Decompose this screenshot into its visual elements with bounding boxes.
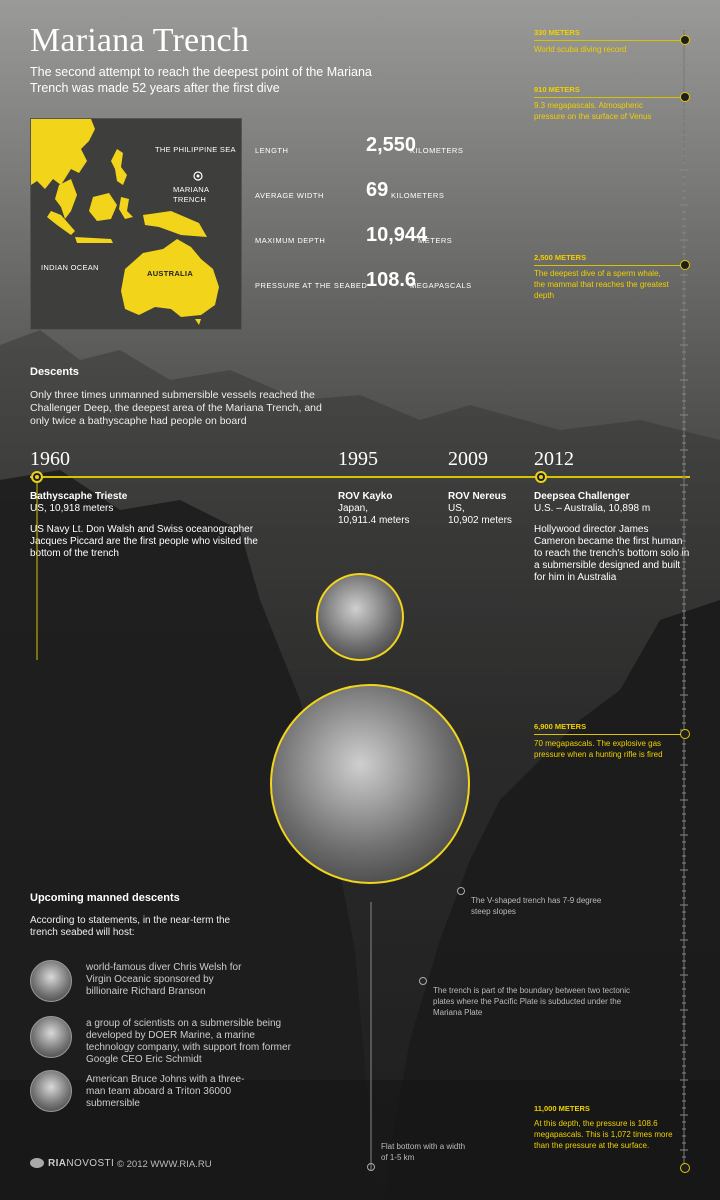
ria-logo-icon [30,1158,44,1168]
year-1995: 1995 [338,448,378,470]
upcoming-text-johns: American Bruce Johns with a three-man team aboard a Triton 36000 submersible [86,1074,245,1109]
upcoming-heading: Upcoming manned descents [30,892,180,904]
note-v-shape: The V-shaped trench has 7-9 degree steep slopes [471,896,602,916]
map-label-australia: AUSTRALIA [147,269,194,278]
depth-dot-6900 [680,729,690,739]
stat-label-length: LENGTH [255,146,289,155]
note-dot-v-shape [457,887,465,895]
depth-scale [680,30,688,1170]
map-label-mariana-trench: MARIANA TRENCH [173,185,210,204]
depth-dot-11000 [680,1163,690,1173]
depth-text-2500: The deepest dive of a sperm whale, the mammal that reaches the greatest depth [534,269,669,300]
page-title: Mariana Trench [30,22,250,59]
vessel-info-kayko: Japan, 10,911.4 meters [338,503,410,526]
depth-head-11000: 11,000 METERS [534,1104,590,1113]
vessel-info-nereus: US, 10,902 meters [448,503,512,526]
map-label-philippine-sea: THE PHILIPPINE SEA [155,145,236,154]
depth-dot-2500 [680,260,690,270]
note-flat-bottom: Flat bottom with a width of 1-5 km [381,1142,466,1162]
stat-unit-average-width: KILOMETERS [391,191,445,200]
stat-unit-maximum-depth: METERS [418,236,453,245]
depth-head-2500: 2,500 METERS [534,253,587,262]
depth-text-910: 9.3 megapascals. Atmospheric pressure on the surface of Venus [534,101,652,121]
avatar-chris-welsh [30,960,72,1002]
vessel-note-trieste: US Navy Lt. Don Walsh and Swiss oceanographer Jacques Piccard are the first people who visited the bottom of the trench [30,524,258,559]
photo-trieste-crew [270,684,470,884]
photo-james-cameron [316,573,404,661]
map-label-indian-ocean: INDIAN OCEAN [41,263,99,272]
vessel-name-kayko: ROV Kayko [338,491,393,502]
avatar-eric-schmidt [30,1016,72,1058]
depth-head-6900: 6,900 METERS [534,722,587,731]
year-2012: 2012 [534,448,574,470]
vessel-info-trieste: US, 10,918 meters [30,503,114,514]
stat-label-maximum-depth: MAXIMUM DEPTH [255,236,326,245]
depth-line-6900 [534,734,684,735]
page-subtitle: The second attempt to reach the deepest point of the Mariana Trench was made 52 years after the first dive [30,65,372,95]
descents-intro: Only three times unmanned submersible vessels reached the Challenger Deep, the deepest area of the Mariana Trench, and only twice a bathyscaphe had people on board [30,389,322,427]
depth-head-910: 910 METERS [534,85,580,94]
year-1960: 1960 [30,448,70,470]
vessel-name-nereus: ROV Nereus [448,491,507,502]
vessel-info-deepsea-challenger: U.S. – Australia, 10,898 m [534,503,651,514]
logo-novosti-text: NOVOSTI [66,1158,115,1169]
upcoming-intro: According to statements, in the near-term the trench seabed will host: [30,915,231,938]
stat-value-length: 2,550 [366,134,417,156]
depth-text-330: World scuba diving record [534,45,627,54]
note-dot-flat-bottom [367,1163,375,1171]
descents-heading: Descents [30,366,79,378]
note-boundary: The trench is part of the boundary between two tectonic plates where the Pacific Plate is subducted under the Mariana Plate [433,986,631,1017]
vessel-name-trieste: Bathyscaphe Trieste [30,491,128,502]
depth-text-11000: At this depth, the pressure is 108.6 megapascals. This is 1,072 times more than the pressure at the surface. [534,1119,673,1150]
stat-unit-pressure: MEGAPASCALS [410,281,472,290]
depth-dot-910 [680,92,690,102]
logo-ria-text: RIA [48,1158,67,1169]
depth-text-6900: 70 megapascals. The explosive gas pressure when a hunting rifle is fired [534,739,663,759]
year-2009: 2009 [448,448,488,470]
vessel-name-deepsea-challenger: Deepsea Challenger [534,491,630,502]
stat-label-pressure: PRESSURE AT THE SEABED [255,281,368,290]
depth-head-330: 330 METERS [534,28,580,37]
vessel-note-deepsea-challenger: Hollywood director James Cameron became the first human to reach the trench's bottom solo in a submersible designed and built for him in Australia [534,524,690,583]
stat-value-pressure: 108.6 [366,269,417,291]
stat-value-maximum-depth: 10,944 [366,224,428,246]
upcoming-text-welsh: world-famous diver Chris Welsh for Virgin Oceanic sponsored by billionaire Richard Branson [86,962,242,997]
stat-value-average-width: 69 [366,179,389,201]
stat-unit-length: KILOMETERS [410,146,464,155]
note-dot-boundary [419,977,427,985]
depth-dot-330 [680,35,690,45]
upcoming-text-doer: a group of scientists on a submersible being developed by DOER Marine, a marine technology company, with support from former Google CEO Eric Schmidt [86,1018,291,1065]
footer-copyright: © 2012 WWW.RIA.RU [117,1159,212,1170]
depth-line-2500 [534,265,684,266]
depth-line-910 [534,97,684,98]
depth-line-330 [534,40,684,41]
avatar-bruce-johns [30,1070,72,1112]
stat-label-average-width: AVERAGE WIDTH [255,191,324,200]
ria-novosti-logo [30,1158,114,1169]
